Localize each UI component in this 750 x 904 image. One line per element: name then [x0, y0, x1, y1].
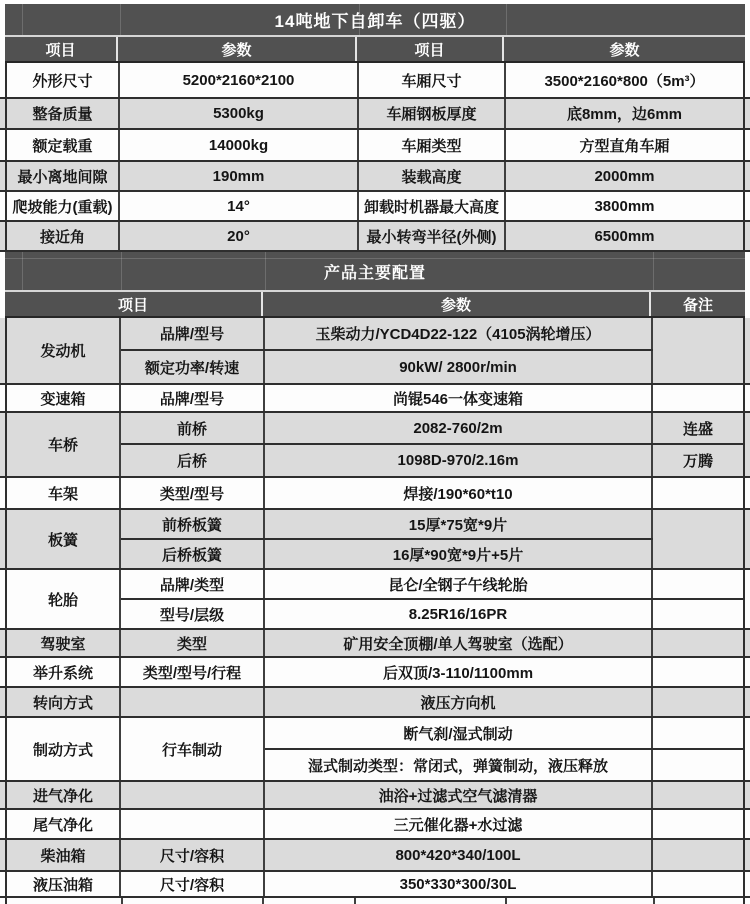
- config-value: 三元催化器+水过滤: [265, 810, 653, 838]
- column-header: 项目: [5, 292, 263, 316]
- config-group-braking: [0, 718, 750, 782]
- config-group-lift-system: [0, 658, 750, 688]
- config-value: 800*420*340/100L: [265, 840, 653, 870]
- spec-item-label: 接近角: [7, 222, 120, 250]
- config-value: 湿式制动类型：常闭式，弹簧制动，液压释放: [265, 750, 653, 780]
- config-group-exhaust: [0, 810, 750, 840]
- page-title: 14吨地下自卸车（四驱）: [274, 12, 476, 31]
- spec-item-label: 外形尺寸: [7, 63, 120, 97]
- config-value: 2082-760/2m: [265, 413, 653, 443]
- config-note: [653, 810, 743, 838]
- config-note: [653, 718, 743, 748]
- spec-value: 6500mm: [594, 227, 655, 245]
- spec-value: 5200*2160*2100: [120, 63, 359, 97]
- config-value: 矿用安全顶棚/单人驾驶室（选配）: [265, 630, 653, 656]
- column-header: 备注: [682, 296, 713, 314]
- divider: [120, 4, 121, 35]
- spec-value: 底8mm，边6mm: [566, 106, 683, 123]
- column-header: 参数: [263, 292, 651, 316]
- column-header: 参数: [609, 41, 640, 59]
- config-category: 车桥: [7, 413, 121, 476]
- config-sub-label: 品牌/型号: [121, 385, 265, 411]
- config-note: 连盛: [682, 420, 713, 438]
- config-category: 进气净化: [7, 782, 121, 808]
- config-sub-label: 额定功率/转速: [121, 351, 265, 383]
- config-sub-label: 前桥: [121, 413, 265, 443]
- spec-row: [0, 63, 750, 99]
- config-note: [653, 478, 743, 508]
- config-value: 油浴+过滤式空气滤清器: [265, 782, 653, 808]
- divider: [653, 898, 655, 904]
- spec-item-label: 车厢尺寸: [359, 63, 506, 97]
- section-title: 产品主要配置: [323, 264, 426, 282]
- config-group-engine: [0, 318, 750, 385]
- config-category: 车架: [7, 478, 121, 508]
- divider: [121, 898, 123, 904]
- config-value: 昆仑/全钢子午线轮胎: [265, 570, 653, 598]
- config-sub-label: [121, 688, 265, 716]
- spec-value: 方型直角车厢: [579, 137, 670, 155]
- page-title-bar: [5, 4, 745, 35]
- config-table-header: [5, 292, 745, 318]
- config-sub-label: 类型/型号/行程: [121, 658, 265, 686]
- config-group-axles: [0, 413, 750, 478]
- config-category: 发动机: [7, 318, 121, 383]
- config-value: 1098D-970/2.16m: [265, 445, 653, 476]
- config-note: [653, 600, 743, 628]
- column-header: 项目: [5, 37, 118, 61]
- config-sub-label: 尺寸/容积: [121, 840, 265, 870]
- config-category: 柴油箱: [7, 840, 121, 870]
- partial-row: [0, 898, 750, 904]
- config-category: 制动方式: [7, 718, 121, 780]
- config-category: 轮胎: [7, 570, 121, 628]
- config-value: 350*330*300/30L: [265, 872, 653, 896]
- config-sub-label: 后桥板簧: [121, 540, 265, 568]
- config-sub-label: 品牌/类型: [121, 570, 265, 598]
- spec-row: [0, 130, 750, 162]
- config-group-steering: [0, 688, 750, 718]
- config-value: 90kW/ 2800r/min: [265, 351, 653, 383]
- config-sub-label: 前桥板簧: [121, 510, 265, 538]
- config-sub-label: 类型: [121, 630, 265, 656]
- config-group-cab: [0, 630, 750, 658]
- spec-value: 14000kg: [120, 130, 359, 160]
- config-category: 变速箱: [7, 385, 121, 411]
- config-value: 液压方向机: [265, 688, 653, 716]
- config-value: 焊接/190*60*t10: [265, 478, 653, 508]
- spec-item-label: 装载高度: [359, 162, 506, 190]
- spec-item-label: 卸载时机器最大高度: [359, 192, 506, 220]
- config-category: 板簧: [7, 510, 121, 568]
- spec-item-label: 车厢钢板厚度: [359, 99, 506, 128]
- section-title-bar: [5, 252, 745, 290]
- config-group-intake: [0, 782, 750, 810]
- divider: [505, 898, 507, 904]
- config-group-frame: [0, 478, 750, 510]
- config-group-fuel-tank: [0, 840, 750, 872]
- spec-value: 20°: [120, 222, 359, 250]
- config-note: [653, 630, 743, 656]
- spec-row: [0, 222, 750, 252]
- config-value: 玉柴动力/YCD4D22-122（4105涡轮增压）: [265, 318, 653, 349]
- spec-row: [0, 162, 750, 192]
- config-category: 尾气净化: [7, 810, 121, 838]
- config-note: [653, 570, 743, 598]
- config-group-tires: [0, 570, 750, 630]
- config-category: 液压油箱: [7, 872, 121, 896]
- config-value: 16厚*90宽*9片+5片: [265, 540, 653, 568]
- divider: [121, 252, 122, 290]
- spec-table-header: [5, 37, 745, 63]
- spec-value: 3500*2160*800（5m³）: [544, 72, 705, 90]
- spec-item-label: 整备质量: [7, 99, 120, 128]
- spec-item-label: 最小转弯半径(外侧): [359, 222, 506, 250]
- config-group-hydraulic-tank: [0, 872, 750, 898]
- divider: [506, 4, 507, 35]
- spec-value: 14°: [120, 192, 359, 220]
- config-sub-label: 品牌/型号: [121, 318, 265, 349]
- config-sub-label: 后桥: [121, 445, 265, 476]
- config-note: [653, 782, 743, 808]
- spec-item-label: 车厢类型: [359, 130, 506, 160]
- spec-row: [0, 192, 750, 222]
- config-category: 转向方式: [7, 688, 121, 716]
- config-note: [653, 872, 743, 896]
- divider: [5, 258, 745, 259]
- config-group-gearbox: [0, 385, 750, 413]
- config-note: [653, 318, 743, 383]
- divider: [262, 898, 264, 904]
- config-note: [653, 658, 743, 686]
- config-value: 后双顶/3-110/1100mm: [265, 658, 653, 686]
- config-note: 万腾: [682, 453, 713, 470]
- config-value: 尚锟546一体变速箱: [265, 385, 653, 411]
- divider: [265, 252, 266, 290]
- column-header: 参数: [118, 37, 357, 61]
- divider: [354, 898, 356, 904]
- spec-value: 2000mm: [594, 167, 655, 185]
- column-header: 项目: [357, 37, 504, 61]
- config-note: [653, 385, 743, 411]
- config-sub-label: 行车制动: [121, 718, 265, 780]
- config-note: [653, 750, 743, 780]
- config-sub-label: 尺寸/容积: [121, 872, 265, 896]
- config-note: [653, 688, 743, 716]
- spec-item-label: 额定载重: [7, 130, 120, 160]
- config-sub-label: 型号/层级: [121, 600, 265, 628]
- spec-value: 5300kg: [120, 99, 359, 128]
- divider: [22, 4, 23, 35]
- config-sub-label: 类型/型号: [121, 478, 265, 508]
- divider: [653, 252, 654, 290]
- config-value: 15厚*75宽*9片: [265, 510, 653, 538]
- config-value: 8.25R16/16PR: [265, 600, 653, 628]
- config-sub-label: [121, 810, 265, 838]
- spec-item-label: 爬坡能力(重载): [7, 192, 120, 220]
- config-note: [653, 510, 743, 568]
- config-category: 驾驶室: [7, 630, 121, 656]
- config-note: [653, 840, 743, 870]
- config-sub-label: [121, 782, 265, 808]
- spec-item-label: 最小离地间隙: [7, 162, 120, 190]
- config-group-leaf-springs: [0, 510, 750, 570]
- spec-value: 3800mm: [594, 197, 655, 215]
- divider: [359, 4, 360, 35]
- divider: [22, 252, 23, 290]
- config-value: 断气刹/湿式制动: [265, 718, 653, 748]
- spec-value: 190mm: [120, 162, 359, 190]
- config-category: 举升系统: [7, 658, 121, 686]
- spec-row: [0, 99, 750, 130]
